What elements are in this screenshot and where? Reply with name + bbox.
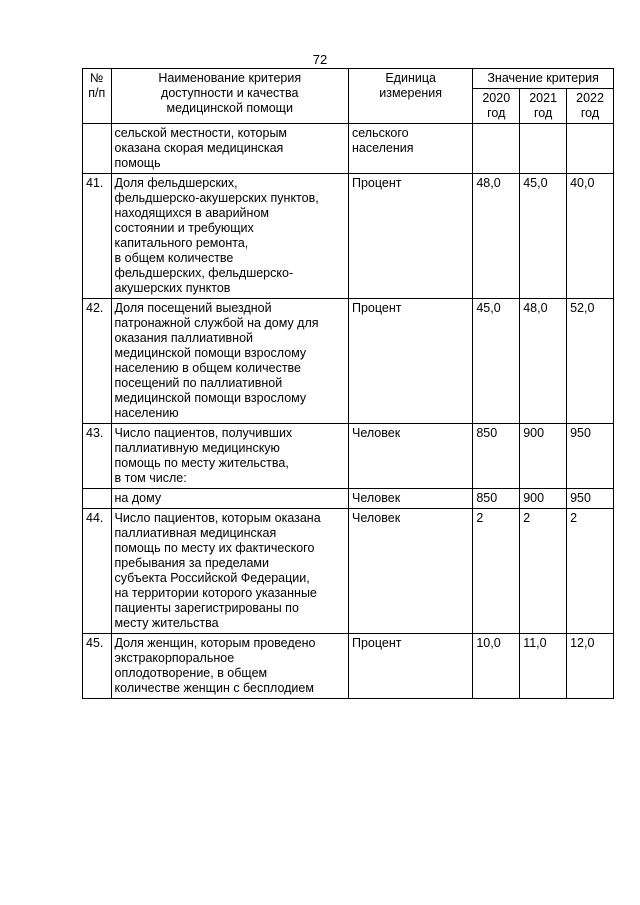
unit-of-measure: Человек [348, 489, 472, 509]
table-row [83, 124, 614, 174]
value-2022 [567, 124, 614, 174]
row-number [83, 124, 112, 174]
table-row [83, 489, 614, 509]
criterion-name: Доля фельдшерских, фельдшерско-акушерских пунктов, находящихся в аварийном состоянии и требующих капитального ремонта, в общем количестве фельдшерских, фельдшерско- акушерских пунктов [111, 174, 348, 299]
criterion-name: Число пациентов, которым оказана паллиативная медицинская помощь по месту их фактического пребывания за пределами субъекта Российской Федерации, на территории которого указанные пациенты зарегистрированы по месту жительства [111, 509, 348, 634]
criterion-name: Число пациентов, получивших паллиативную медицинскую помощь по месту жительства, в том числе: [111, 424, 348, 489]
criterion-name: Доля женщин, которым проведено экстракорпоральное оплодотворение, в общем количестве женщин с бесплодием [111, 634, 348, 699]
row-number: 42. [83, 299, 112, 424]
header-num: № п/п [83, 69, 112, 124]
unit-of-measure: Человек [348, 424, 472, 489]
table-row [83, 174, 614, 299]
row-number: 41. [83, 174, 112, 299]
value-2022: 2 [567, 509, 614, 634]
header-name: Наименование критерия доступности и качества медицинской помощи [111, 69, 348, 124]
header-value-group: Значение критерия [473, 69, 614, 89]
value-2021 [520, 124, 567, 174]
criterion-name: Доля посещений выездной патронажной службой на дому для оказания паллиативной медицинской помощи взрослому населению в общем количестве посещений по паллиативной медицинской помощи взрослому населению [111, 299, 348, 424]
value-2020: 48,0 [473, 174, 520, 299]
value-2020: 10,0 [473, 634, 520, 699]
header-unit: Единица измерения [348, 69, 472, 124]
value-2022: 950 [567, 489, 614, 509]
value-2020 [473, 124, 520, 174]
header-year-2020: 2020 год [473, 89, 520, 124]
value-2021: 45,0 [520, 174, 567, 299]
header-row [83, 69, 614, 89]
row-number: 43. [83, 424, 112, 489]
criterion-name: сельской местности, которым оказана скорая медицинская помощь [111, 124, 348, 174]
table-row [83, 509, 614, 634]
value-2020: 850 [473, 424, 520, 489]
value-2020: 2 [473, 509, 520, 634]
value-2022: 12,0 [567, 634, 614, 699]
value-2021: 900 [520, 489, 567, 509]
table-row [83, 424, 614, 489]
criteria-table [82, 68, 614, 699]
row-number: 44. [83, 509, 112, 634]
table-row [83, 299, 614, 424]
criterion-name: на дому [111, 489, 348, 509]
value-2022: 950 [567, 424, 614, 489]
value-2021: 48,0 [520, 299, 567, 424]
row-number [83, 489, 112, 509]
header-year-2022: 2022 год [567, 89, 614, 124]
value-2021: 900 [520, 424, 567, 489]
unit-of-measure: Процент [348, 634, 472, 699]
unit-of-measure: Процент [348, 299, 472, 424]
unit-of-measure: Процент [348, 174, 472, 299]
row-number: 45. [83, 634, 112, 699]
page-number: 72 [312, 52, 328, 67]
value-2021: 11,0 [520, 634, 567, 699]
unit-of-measure: Человек [348, 509, 472, 634]
value-2020: 850 [473, 489, 520, 509]
header-year-2021: 2021 год [520, 89, 567, 124]
value-2021: 2 [520, 509, 567, 634]
value-2022: 52,0 [567, 299, 614, 424]
value-2020: 45,0 [473, 299, 520, 424]
value-2022: 40,0 [567, 174, 614, 299]
unit-of-measure: сельского населения [348, 124, 472, 174]
table-row [83, 634, 614, 699]
